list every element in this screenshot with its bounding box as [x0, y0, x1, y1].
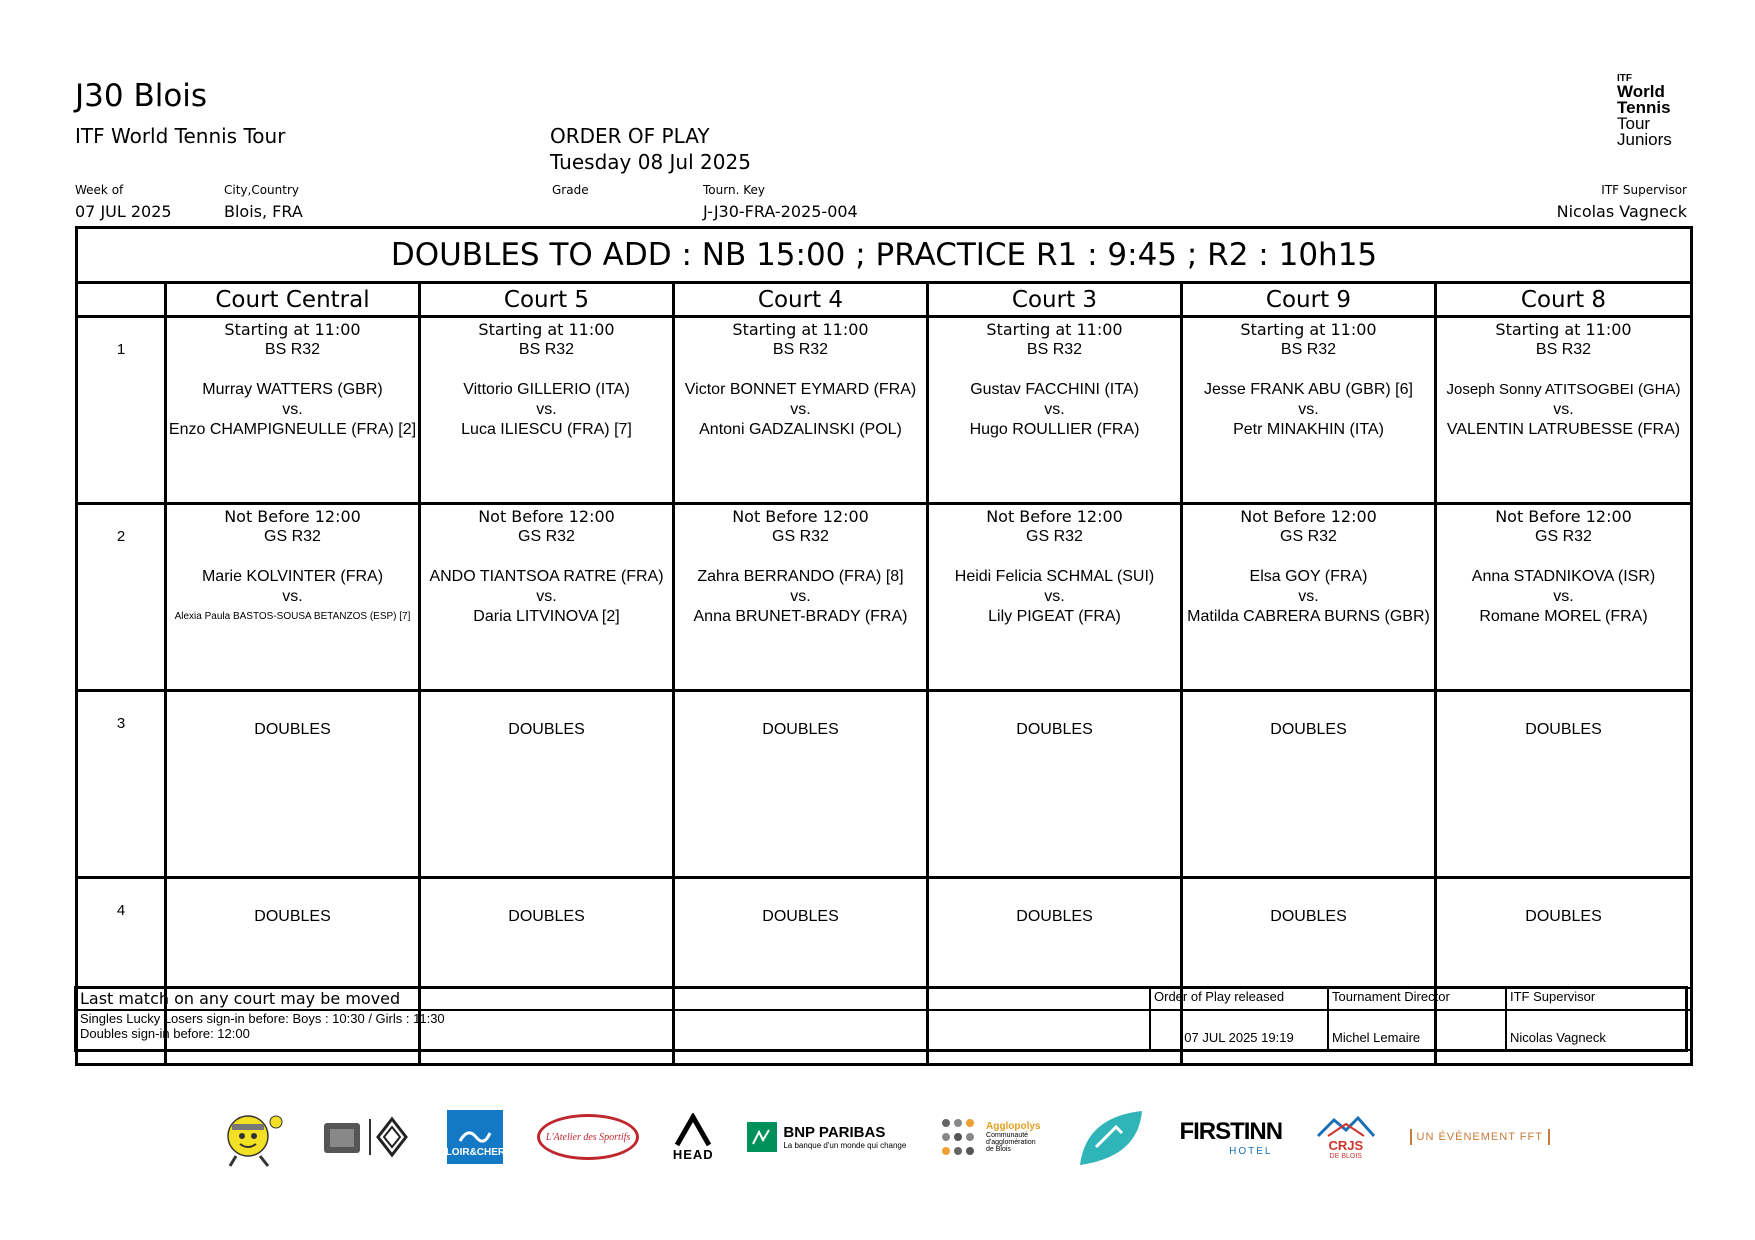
crjs-tagline: DE BLOIS — [1329, 1153, 1362, 1160]
match-time: Not Before 12:00 — [478, 507, 615, 526]
match-time: Not Before 12:00 — [986, 507, 1123, 526]
released-label: Order of Play released — [1150, 988, 1328, 1010]
castle-roof-icon — [1316, 1114, 1376, 1138]
renault-logo — [322, 1115, 414, 1159]
match-time: Starting at 11:00 — [986, 320, 1123, 339]
head-emblem-icon — [673, 1113, 713, 1147]
player-1: Jesse FRANK ABU (GBR) [6] — [1204, 381, 1413, 398]
match-time: Not Before 12:00 — [224, 507, 361, 526]
supervisor-label: ITF Supervisor — [1601, 183, 1687, 197]
player-1: Elsa GOY (FRA) — [1249, 568, 1368, 585]
first-inn-hotel-logo — [1179, 1118, 1282, 1157]
match-cell — [420, 317, 674, 504]
player-1: Marie KOLVINTER (FRA) — [201, 568, 384, 585]
row-number: 1 — [77, 317, 166, 504]
atelier-des-sportifs-logo — [537, 1114, 639, 1160]
agglopolys-tagline: Communauté d'agglomération de Blois — [986, 1132, 1036, 1153]
itf-juniors-logo — [1617, 74, 1687, 148]
loir-et-cher-text: LOIR&CHER — [445, 1147, 506, 1158]
match-time: Not Before 12:00 — [1240, 507, 1377, 526]
match-time: Not Before 12:00 — [1495, 507, 1632, 526]
supervisor-value: Nicolas Vagneck — [1556, 202, 1687, 221]
director-label: Tournament Director — [1328, 988, 1506, 1010]
logo-tennis: Tennis — [1617, 98, 1671, 117]
match-cell — [1436, 504, 1692, 691]
row-number: 2 — [77, 504, 166, 691]
court-header-4: Court 4 — [674, 283, 928, 317]
firstinn-text: FIRSTINN — [1179, 1117, 1283, 1145]
versus: vs. — [282, 401, 303, 418]
player-2: VALENTIN LATRUBESSE (FRA) — [1446, 421, 1681, 438]
match-event: BS R32 — [1280, 341, 1337, 358]
doubles-label: DOUBLES — [254, 721, 331, 738]
match-time: Starting at 11:00 — [224, 320, 361, 339]
versus: vs. — [536, 401, 557, 418]
player-2: Enzo CHAMPIGNEULLE (FRA) [2] — [168, 421, 417, 438]
crjs-blois-logo — [1316, 1114, 1376, 1160]
signin-notes — [76, 1010, 1150, 1050]
player-2: Luca ILIESCU (FRA) [7] — [461, 421, 632, 438]
sponsor-strip — [210, 1102, 1550, 1172]
player-2: Daria LITVINOVA [2] — [473, 608, 620, 625]
order-of-play-table — [75, 226, 1693, 1066]
order-of-play-heading: ORDER OF PLAY — [550, 124, 710, 148]
player-1: Victor BONNET EYMARD (FRA) — [684, 381, 917, 398]
doubles-label: DOUBLES — [1525, 908, 1602, 925]
match-cell — [420, 691, 674, 878]
player-2: Romane MOREL (FRA) — [1479, 608, 1648, 625]
head-text: HEAD — [672, 1146, 714, 1162]
lucky-losers-note: Singles Lucky Losers sign-in before: Boys : 10:30 / Girls : 11:30 — [80, 1011, 445, 1026]
versus: vs. — [1553, 588, 1574, 605]
agglopolys-logo — [940, 1117, 1042, 1157]
court-header-8: Court 8 — [1436, 283, 1692, 317]
match-cell — [1182, 317, 1436, 504]
blois-leaf-logo — [1076, 1107, 1146, 1167]
versus: vs. — [1298, 588, 1319, 605]
versus: vs. — [790, 588, 811, 605]
bnp-paribas-logo — [747, 1122, 906, 1152]
match-time: Starting at 11:00 — [478, 320, 615, 339]
tourn-key-value: J-J30-FRA-2025-004 — [703, 202, 858, 221]
tourn-key-label: Tourn. Key — [703, 183, 765, 197]
match-cell — [1436, 691, 1692, 878]
match-event: BS R32 — [264, 341, 321, 358]
player-2: Matilda CABRERA BURNS (GBR) — [1187, 608, 1430, 625]
match-row-1 — [77, 317, 1692, 504]
player-2: Anna BRUNET-BRADY (FRA) — [693, 608, 908, 625]
versus: vs. — [1553, 401, 1574, 418]
week-of-label: Week of — [75, 183, 124, 197]
doubles-label: DOUBLES — [508, 908, 585, 925]
player-2: Lily PIGEAT (FRA) — [988, 608, 1121, 625]
loir-et-cher-logo — [445, 1110, 506, 1164]
agglopolys-dots-icon — [940, 1117, 980, 1157]
director-value: Michel Lemaire — [1328, 1010, 1506, 1050]
teal-leaf-icon — [1076, 1107, 1146, 1167]
match-event: BS R32 — [1026, 341, 1083, 358]
match-cell — [1436, 317, 1692, 504]
released-value: 07 JUL 2025 19:19 — [1150, 1010, 1328, 1050]
match-row-2 — [77, 504, 1692, 691]
tournament-title: J30 Blois — [75, 78, 208, 114]
match-cell — [928, 691, 1182, 878]
footer-supervisor-value: Nicolas Vagneck — [1506, 1010, 1691, 1050]
doubles-label: DOUBLES — [762, 908, 839, 925]
crjs-text: CRJS — [1328, 1138, 1364, 1153]
match-cell — [928, 317, 1182, 504]
doubles-label: DOUBLES — [1016, 721, 1093, 738]
atelier-text: L'Atelier des Sportifs — [537, 1114, 639, 1160]
versus: vs. — [790, 401, 811, 418]
fft-text: UN ÉVÉNEMENT FFT — [1410, 1129, 1550, 1145]
doubles-label: DOUBLES — [1525, 721, 1602, 738]
match-cell — [1182, 504, 1436, 691]
match-cell — [674, 691, 928, 878]
court-header-9: Court 9 — [1182, 283, 1436, 317]
doubles-label: DOUBLES — [1270, 908, 1347, 925]
player-2: Petr MINAKHIN (ITA) — [1233, 421, 1384, 438]
fft-event-logo — [1410, 1129, 1550, 1145]
player-1: Vittorio GILLERIO (ITA) — [463, 381, 630, 398]
player-2: Antoni GADZALINSKI (POL) — [699, 421, 902, 438]
match-event: BS R32 — [772, 341, 829, 358]
player-1: Joseph Sonny ATITSOGBEI (GHA) — [1446, 381, 1681, 398]
bnp-tagline: La banque d'un monde qui change — [783, 1141, 907, 1150]
match-event: BS R32 — [518, 341, 575, 358]
player-1: Zahra BERRANDO (FRA) [8] — [697, 568, 904, 585]
match-event: GS R32 — [1280, 528, 1337, 545]
match-event: BS R32 — [1535, 341, 1592, 358]
itf-mark: ITF — [1617, 73, 1632, 84]
player-2: Alexia Paula BASTOS-SOUSA BETANZOS (ESP) [7] — [174, 611, 411, 622]
match-event: GS R32 — [1535, 528, 1592, 545]
match-time: Starting at 11:00 — [1240, 320, 1377, 339]
player-2: Hugo ROULLIER (FRA) — [969, 421, 1140, 438]
match-event: GS R32 — [518, 528, 575, 545]
doubles-label: DOUBLES — [762, 721, 839, 738]
firstinn-tagline: HOTEL — [1229, 1145, 1273, 1157]
match-event: GS R32 — [772, 528, 829, 545]
match-cell — [166, 691, 420, 878]
footer-table — [75, 987, 1692, 1051]
player-1: ANDO TIANTSOA RATRE (FRA) — [429, 568, 664, 585]
match-event: GS R32 — [264, 528, 321, 545]
match-cell — [420, 504, 674, 691]
player-1: Gustav FACCHINI (ITA) — [970, 381, 1139, 398]
match-row-3 — [77, 691, 1692, 878]
versus: vs. — [282, 588, 303, 605]
match-cell — [674, 317, 928, 504]
city-value: Blois, FRA — [224, 202, 303, 221]
doubles-label: DOUBLES — [254, 908, 331, 925]
match-time: Not Before 12:00 — [732, 507, 869, 526]
match-cell — [166, 504, 420, 691]
versus: vs. — [536, 588, 557, 605]
player-1: Anna STADNIKOVA (ISR) — [1471, 568, 1656, 585]
match-cell — [674, 504, 928, 691]
last-match-note: Last match on any court may be moved — [76, 988, 1150, 1010]
court-header-3: Court 3 — [928, 283, 1182, 317]
doubles-banner: DOUBLES TO ADD : NB 15:00 ; PRACTICE R1 : 9:45 ; R2 : 10h15 — [77, 228, 1692, 283]
tennis-ball-mascot-logo — [210, 1106, 288, 1168]
doubles-signin-note: Doubles sign-in before: 12:00 — [80, 1026, 250, 1041]
order-of-play-date: Tuesday 08 Jul 2025 — [550, 150, 751, 174]
match-time: Starting at 11:00 — [732, 320, 869, 339]
match-time: Starting at 11:00 — [1495, 320, 1632, 339]
player-1: Murray WATTERS (GBR) — [202, 381, 383, 398]
match-cell — [928, 504, 1182, 691]
versus: vs. — [1044, 588, 1065, 605]
bnp-text: BNP PARIBAS — [783, 1124, 886, 1141]
player-1: Heidi Felicia SCHMAL (SUI) — [954, 568, 1155, 585]
row-number: 4 — [77, 878, 166, 1065]
head-logo — [673, 1113, 714, 1162]
match-event: GS R32 — [1026, 528, 1083, 545]
city-label: City,Country — [224, 183, 300, 197]
logo-tour: Tour — [1617, 114, 1651, 133]
versus: vs. — [1044, 401, 1065, 418]
agglopolys-text: Agglopolys — [986, 1121, 1041, 1132]
doubles-label: DOUBLES — [508, 721, 585, 738]
wave-icon — [458, 1125, 492, 1147]
doubles-label: DOUBLES — [1270, 721, 1347, 738]
footer-supervisor-label: ITF Supervisor — [1506, 988, 1691, 1010]
versus: vs. — [1298, 401, 1319, 418]
court-header-5: Court 5 — [420, 283, 674, 317]
court-header-central: Court Central — [166, 283, 420, 317]
tour-subtitle: ITF World Tennis Tour — [75, 124, 286, 148]
row-number-header — [77, 283, 166, 317]
bnp-stars-icon — [747, 1122, 777, 1152]
doubles-label: DOUBLES — [1016, 908, 1093, 925]
logo-world: World — [1617, 82, 1665, 101]
match-cell — [166, 317, 420, 504]
match-cell — [1182, 691, 1436, 878]
logo-juniors: Juniors — [1617, 130, 1672, 149]
week-of-value: 07 JUL 2025 — [75, 202, 172, 221]
grade-label: Grade — [552, 183, 589, 197]
row-number: 3 — [77, 691, 166, 878]
